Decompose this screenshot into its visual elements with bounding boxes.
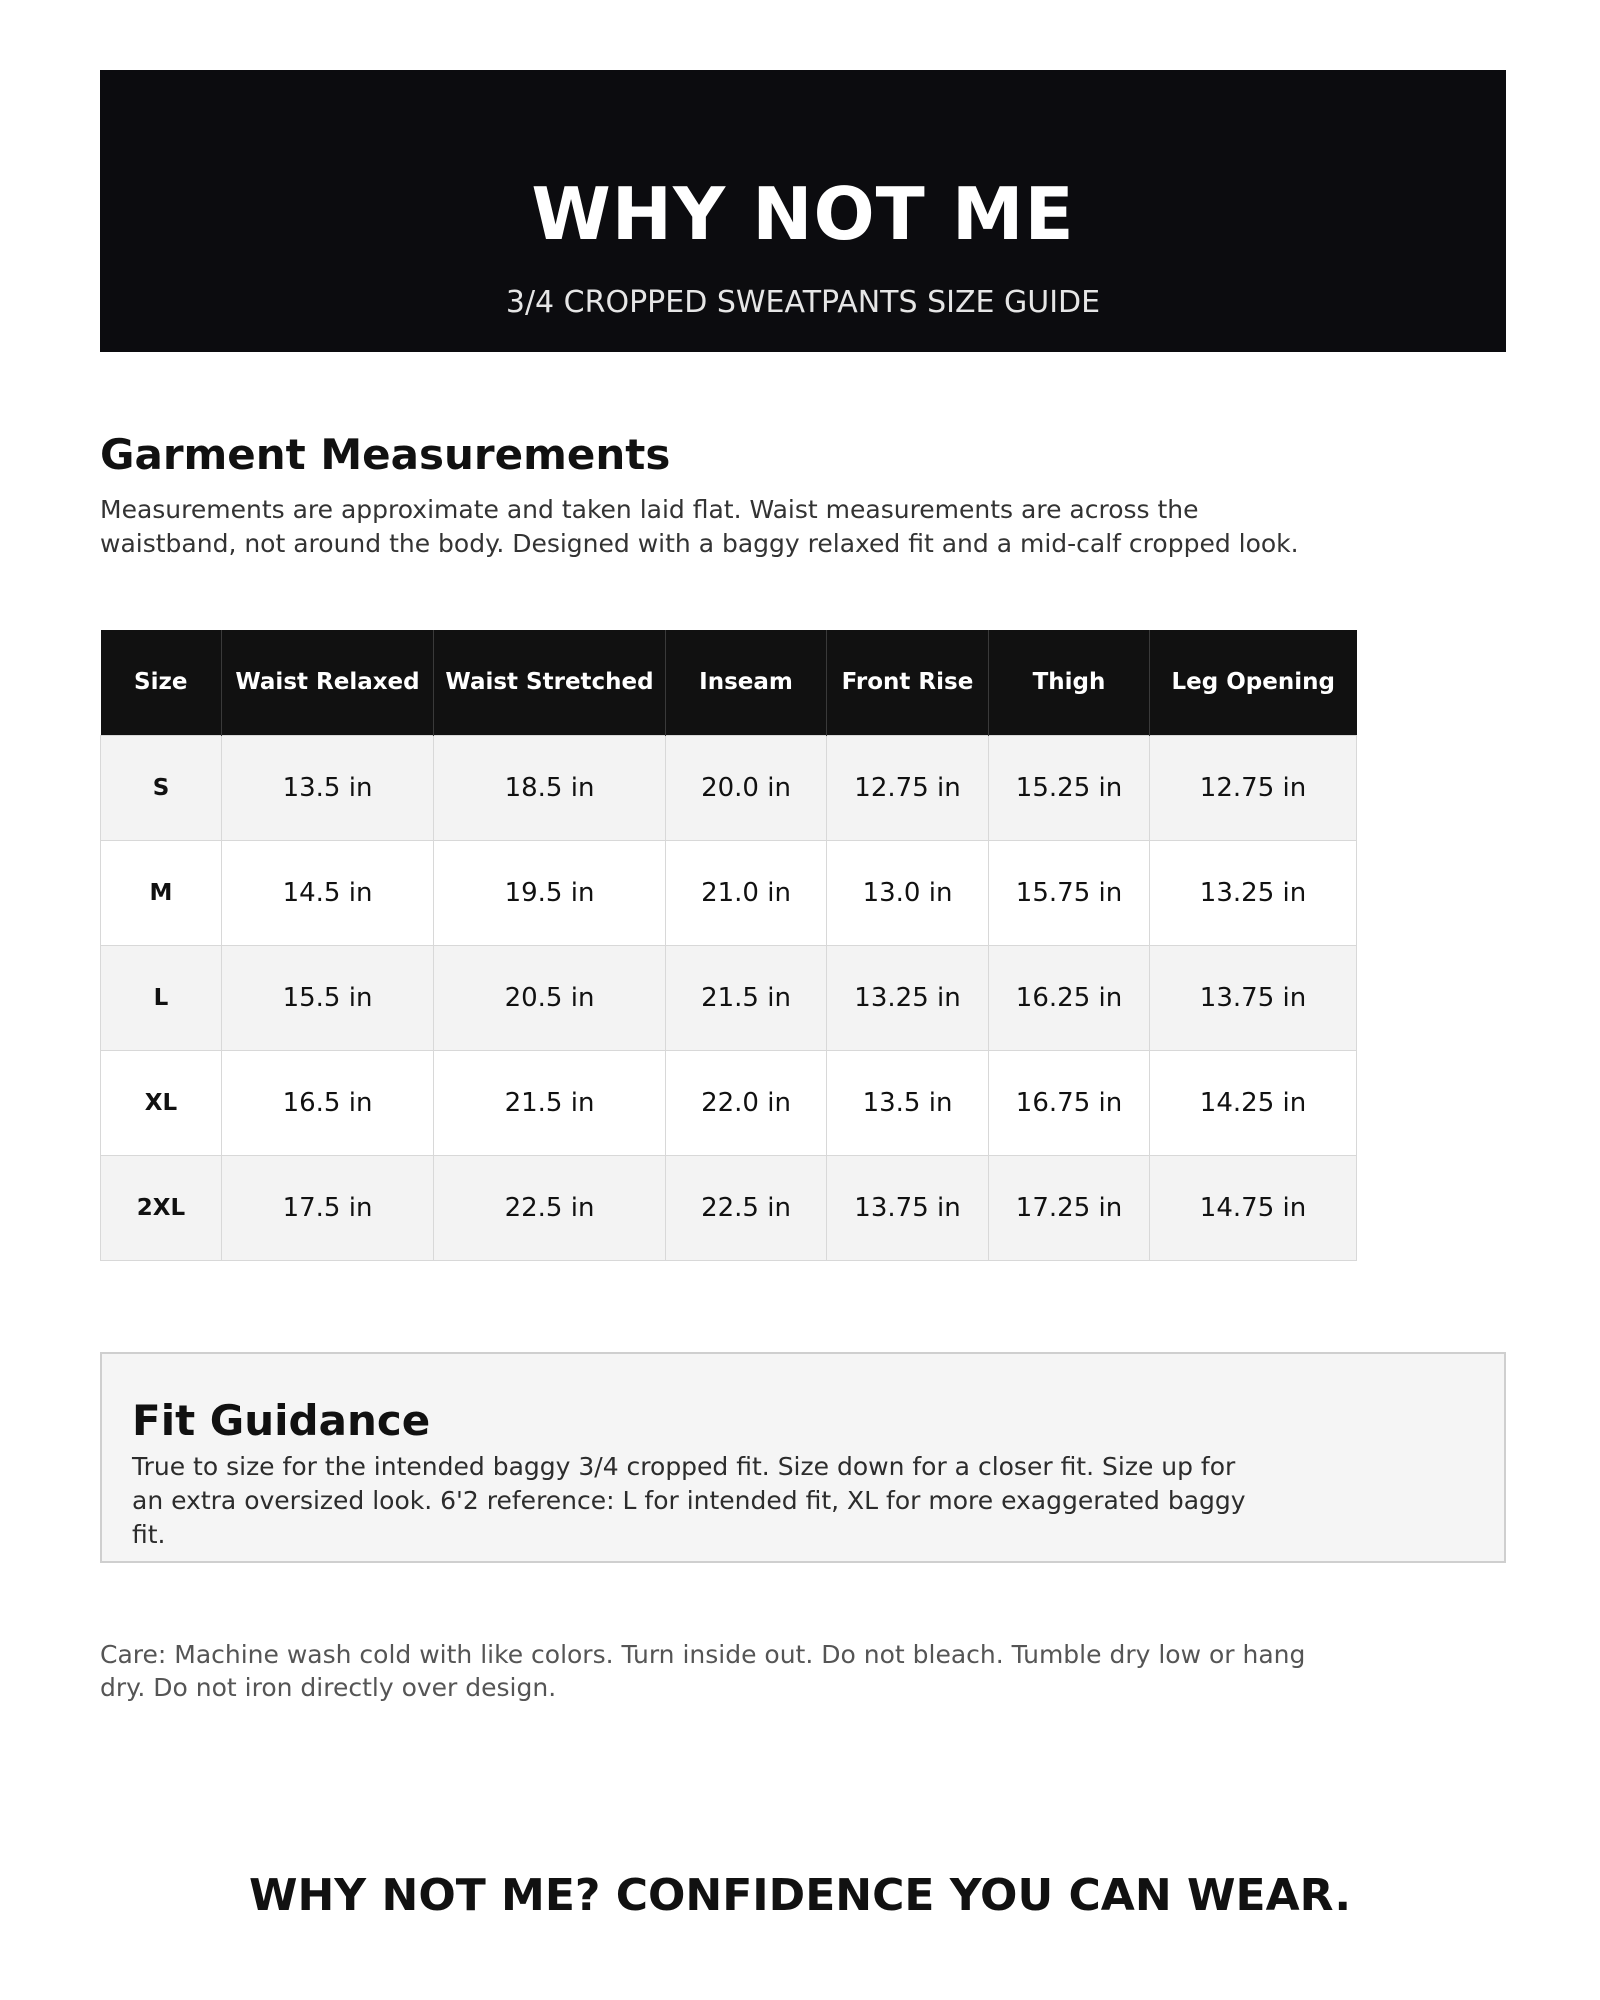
footer-tagline: WHY NOT ME? CONFIDENCE YOU CAN WEAR. [248, 1870, 1352, 1921]
table-row [101, 945, 1357, 1050]
table-cell: 17.25 in [989, 1155, 1150, 1260]
table-cell: 15.75 in [989, 840, 1150, 945]
column-header-front-rise: Front Rise [827, 630, 989, 735]
column-header-inseam: Inseam [666, 630, 827, 735]
table-cell: 20.0 in [666, 735, 827, 840]
table-cell: 16.25 in [989, 945, 1150, 1050]
size-label: S [101, 735, 222, 840]
fit-guidance-text: True to size for the intended baggy 3/4 cropped fit. Size down for a closer fit. Size up for an extra oversized look. 6'2 reference: L for intended fit, XL for more exaggerated baggy fit. [132, 1452, 1246, 1549]
measurements-description: Measurements are approximate and taken laid flat. Waist measurements are across the waistband, not around the body. Designed with a baggy relaxed fit and a mid-calf cropped look. [100, 495, 1299, 558]
table-cell: 13.0 in [827, 840, 989, 945]
table-cell: 16.75 in [989, 1050, 1150, 1155]
header-banner [100, 70, 1506, 352]
brand-title: WHY NOT ME [531, 172, 1075, 256]
table-header-row [101, 630, 1357, 735]
table-cell: 16.5 in [222, 1050, 434, 1155]
table-cell: 14.75 in [1150, 1155, 1357, 1260]
table-cell: 13.25 in [827, 945, 989, 1050]
table-cell: 19.5 in [434, 840, 666, 945]
table-row [101, 1155, 1357, 1260]
table-row [101, 1050, 1357, 1155]
size-label: M [101, 840, 222, 945]
table-cell: 22.5 in [666, 1155, 827, 1260]
table-cell: 15.25 in [989, 735, 1150, 840]
column-header-thigh: Thigh [989, 630, 1150, 735]
table-row [101, 735, 1357, 840]
table-cell: 22.0 in [666, 1050, 827, 1155]
table-cell: 13.75 in [1150, 945, 1357, 1050]
column-header-waist-relaxed: Waist Relaxed [222, 630, 434, 735]
table-cell: 13.5 in [827, 1050, 989, 1155]
table-cell: 22.5 in [434, 1155, 666, 1260]
table-cell: 15.5 in [222, 945, 434, 1050]
guide-subtitle: 3/4 CROPPED SWEATPANTS SIZE GUIDE [505, 285, 1101, 320]
table-cell: 12.75 in [827, 735, 989, 840]
table-cell: 13.5 in [222, 735, 434, 840]
table-cell: 21.5 in [666, 945, 827, 1050]
care-instructions: Care: Machine wash cold with like colors. Turn inside out. Do not bleach. Tumble dry low or hang dry. Do not iron directly over design. [100, 1640, 1306, 1702]
table-cell: 21.0 in [666, 840, 827, 945]
table-cell: 14.25 in [1150, 1050, 1357, 1155]
size-label: L [101, 945, 222, 1050]
column-header-leg-opening: Leg Opening [1150, 630, 1357, 735]
column-header-waist-stretched: Waist Stretched [434, 630, 666, 735]
table-cell: 18.5 in [434, 735, 666, 840]
table-cell: 21.5 in [434, 1050, 666, 1155]
column-header-size: Size [101, 630, 222, 735]
size-table [100, 630, 1357, 1261]
size-label: 2XL [101, 1155, 222, 1260]
fit-guidance-title: Fit Guidance [132, 1396, 431, 1445]
measurements-title: Garment Measurements [100, 430, 671, 479]
table-cell: 13.75 in [827, 1155, 989, 1260]
table-cell: 14.5 in [222, 840, 434, 945]
table-row [101, 840, 1357, 945]
fit-guidance-box [100, 1352, 1506, 1563]
table-cell: 17.5 in [222, 1155, 434, 1260]
table-cell: 20.5 in [434, 945, 666, 1050]
table-cell: 13.25 in [1150, 840, 1357, 945]
table-cell: 12.75 in [1150, 735, 1357, 840]
size-label: XL [101, 1050, 222, 1155]
